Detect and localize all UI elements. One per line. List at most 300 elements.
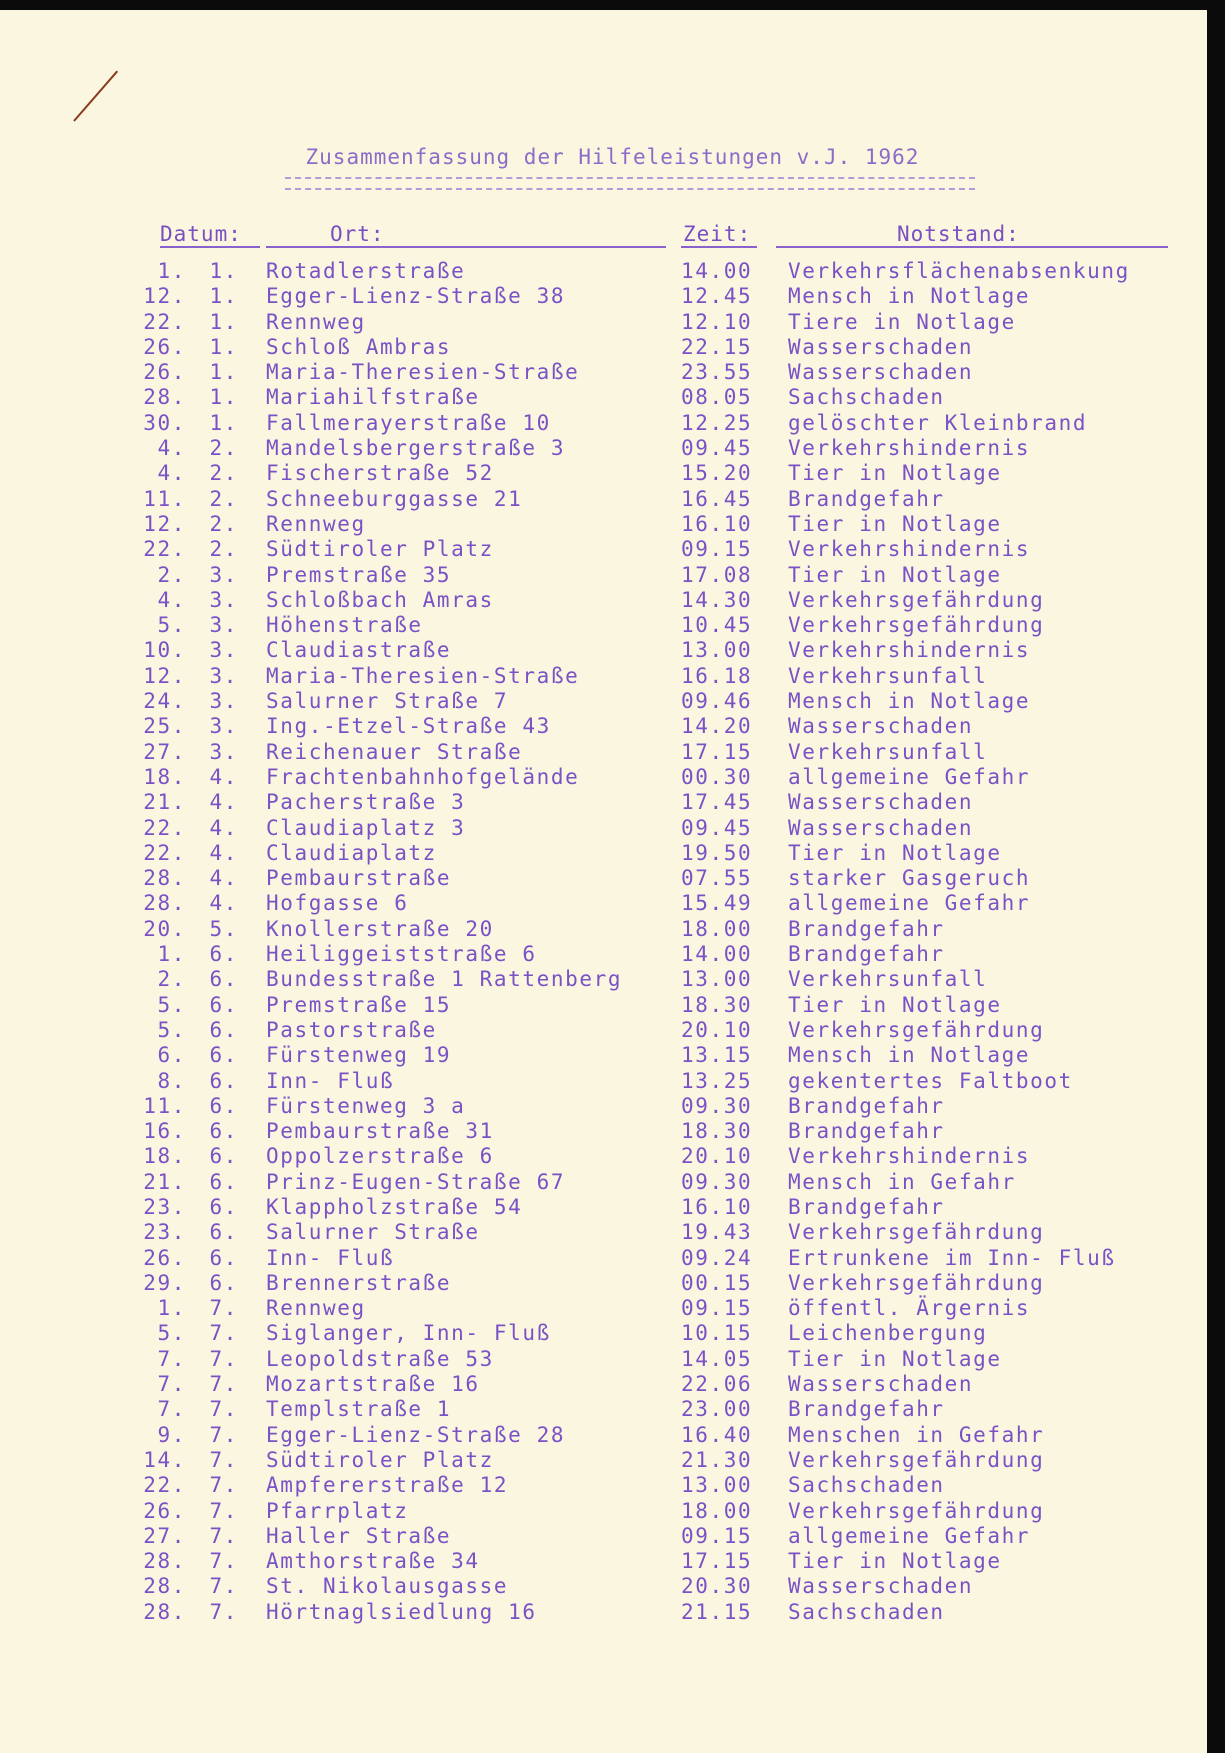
emergency-type: Tier in Notlage (788, 562, 1002, 587)
date-day: 26. (143, 360, 186, 385)
date-month: 7. (209, 1397, 238, 1422)
header-rule-datum (160, 246, 260, 248)
emergency-type: Mensch in Gefahr (788, 1169, 1016, 1194)
table-row (0, 1549, 1225, 1574)
table-row (0, 563, 1225, 588)
date-day: 23. (143, 1220, 186, 1245)
location: Rennweg (266, 1296, 366, 1321)
emergency-type: Brandgefahr (788, 486, 945, 511)
date-month: 6. (209, 942, 238, 967)
date-month: 1. (209, 259, 238, 283)
date-month: 6. (209, 992, 238, 1017)
emergency-type: Wasserschaden (788, 1574, 974, 1599)
location: Südtiroler Platz (266, 1447, 494, 1472)
time: 14.05 (681, 1346, 753, 1371)
date-day: 16. (143, 1119, 186, 1144)
table-row (0, 385, 1225, 410)
location: Bundesstraße 1 Rattenberg (266, 967, 623, 992)
emergency-type: Verkehrsflächenabsenkung (788, 259, 1130, 283)
time: 14.00 (681, 259, 753, 283)
time: 10.15 (681, 1321, 753, 1346)
location: Pfarrplatz (266, 1498, 409, 1523)
location: Amthorstraße 34 (266, 1549, 480, 1574)
table-row (0, 1574, 1225, 1599)
time: 21.15 (681, 1599, 753, 1624)
emergency-type: starker Gasgeruch (788, 866, 1031, 891)
time: 20.10 (681, 1017, 753, 1042)
table-row (0, 664, 1225, 689)
emergency-type: Sachschaden (788, 385, 945, 410)
emergency-type: Tier in Notlage (788, 1549, 1002, 1574)
date-day: 5. (157, 992, 186, 1017)
table-row (0, 360, 1225, 385)
pencil-mark (73, 71, 118, 122)
date-month: 1. (209, 410, 238, 435)
emergency-type: öffentl. Ärgernis (788, 1296, 1031, 1321)
emergency-type: Verkehrsgefährdung (788, 1270, 1045, 1295)
date-day: 24. (143, 689, 186, 714)
emergency-type: Brandgefahr (788, 942, 945, 967)
date-month: 3. (209, 689, 238, 714)
time: 12.45 (681, 284, 753, 309)
emergency-type: Tier in Notlage (788, 1346, 1002, 1371)
time: 09.15 (681, 1523, 753, 1548)
date-day: 4. (157, 587, 186, 612)
emergency-type: Verkehrshindernis (788, 1144, 1031, 1169)
date-day: 7. (157, 1372, 186, 1397)
location: Leopoldstraße 53 (266, 1346, 494, 1371)
emergency-type: Brandgefahr (788, 1119, 945, 1144)
time: 17.15 (681, 1549, 753, 1574)
location: Reichenauer Straße (266, 739, 523, 764)
time: 12.10 (681, 309, 753, 334)
time: 19.43 (681, 1220, 753, 1245)
table-row (0, 284, 1225, 309)
location: Inn- Fluß (266, 1245, 395, 1270)
table-row (0, 1094, 1225, 1119)
location: Klappholzstraße 54 (266, 1194, 523, 1219)
location: Schloßbach Amras (266, 587, 494, 612)
table-row (0, 1524, 1225, 1549)
header-zeit: Zeit: (683, 222, 752, 246)
title-underline (285, 177, 975, 190)
date-day: 26. (143, 1245, 186, 1270)
emergency-type: Verkehrshindernis (788, 537, 1031, 562)
date-month: 6. (209, 1068, 238, 1093)
location: Ing.-Etzel-Straße 43 (266, 714, 551, 739)
table-row (0, 411, 1225, 436)
date-month: 3. (209, 638, 238, 663)
time: 22.06 (681, 1372, 753, 1397)
date-day: 28. (143, 385, 186, 410)
table-row (0, 765, 1225, 790)
date-month: 6. (209, 967, 238, 992)
table-row (0, 1271, 1225, 1296)
date-day: 7. (157, 1397, 186, 1422)
time: 09.15 (681, 1296, 753, 1321)
table-row (0, 1144, 1225, 1169)
date-month: 3. (209, 613, 238, 638)
table-row (0, 335, 1225, 360)
table-row (0, 487, 1225, 512)
table-row (0, 993, 1225, 1018)
date-day: 6. (157, 1043, 186, 1068)
date-day: 12. (143, 284, 186, 309)
date-day: 23. (143, 1194, 186, 1219)
date-day: 12. (143, 511, 186, 536)
emergency-type: Verkehrsunfall (788, 967, 988, 992)
location: Premstraße 15 (266, 992, 452, 1017)
time: 18.00 (681, 1498, 753, 1523)
incident-list (0, 259, 1225, 1625)
date-day: 22. (143, 815, 186, 840)
date-month: 7. (209, 1523, 238, 1548)
date-month: 2. (209, 486, 238, 511)
table-row (0, 1423, 1225, 1448)
date-day: 7. (157, 1346, 186, 1371)
date-day: 12. (143, 663, 186, 688)
emergency-type: Mensch in Notlage (788, 1043, 1031, 1068)
table-row (0, 1246, 1225, 1271)
date-day: 28. (143, 891, 186, 916)
location: Heiliggeiststraße 6 (266, 942, 537, 967)
date-month: 2. (209, 436, 238, 461)
time: 09.46 (681, 689, 753, 714)
date-month: 3. (209, 739, 238, 764)
time: 09.15 (681, 537, 753, 562)
date-month: 7. (209, 1372, 238, 1397)
table-row (0, 740, 1225, 765)
emergency-type: Menschen in Gefahr (788, 1422, 1045, 1447)
location: Hofgasse 6 (266, 891, 409, 916)
table-row (0, 1069, 1225, 1094)
time: 17.15 (681, 739, 753, 764)
date-day: 26. (143, 334, 186, 359)
emergency-type: Tier in Notlage (788, 511, 1002, 536)
time: 15.20 (681, 461, 753, 486)
table-row (0, 613, 1225, 638)
time: 10.45 (681, 613, 753, 638)
table-row (0, 1195, 1225, 1220)
header-rule-ort (266, 246, 666, 248)
emergency-type: Verkehrshindernis (788, 436, 1031, 461)
time: 18.00 (681, 916, 753, 941)
location: Pacherstraße 3 (266, 790, 466, 815)
table-row (0, 714, 1225, 739)
date-month: 6. (209, 1093, 238, 1118)
date-month: 7. (209, 1599, 238, 1624)
location: Rennweg (266, 309, 366, 334)
date-day: 11. (143, 1093, 186, 1118)
table-row (0, 1448, 1225, 1473)
time: 16.40 (681, 1422, 753, 1447)
location: Maria-Theresien-Straße (266, 360, 580, 385)
location: Oppolzerstraße 6 (266, 1144, 494, 1169)
table-row (0, 1296, 1225, 1321)
date-day: 22. (143, 537, 186, 562)
date-month: 6. (209, 1194, 238, 1219)
table-row (0, 967, 1225, 992)
date-day: 22. (143, 309, 186, 334)
date-day: 1. (157, 259, 186, 283)
emergency-type: Wasserschaden (788, 1372, 974, 1397)
date-month: 7. (209, 1473, 238, 1498)
date-day: 28. (143, 1599, 186, 1624)
time: 19.50 (681, 840, 753, 865)
date-month: 4. (209, 840, 238, 865)
date-month: 2. (209, 537, 238, 562)
location: Templstraße 1 (266, 1397, 452, 1422)
date-month: 7. (209, 1346, 238, 1371)
date-month: 6. (209, 1144, 238, 1169)
document-title: Zusammenfassung der Hilfeleistungen v.J. 1962 (305, 145, 920, 169)
time: 09.45 (681, 815, 753, 840)
emergency-type: allgemeine Gefahr (788, 1523, 1031, 1548)
date-month: 4. (209, 866, 238, 891)
date-month: 3. (209, 562, 238, 587)
date-month: 1. (209, 309, 238, 334)
time: 13.00 (681, 967, 753, 992)
location: Prinz-Eugen-Straße 67 (266, 1169, 566, 1194)
header-rule-notstand (776, 246, 1168, 248)
date-day: 25. (143, 714, 186, 739)
location: Höhenstraße (266, 613, 423, 638)
emergency-type: Tiere in Notlage (788, 309, 1016, 334)
table-row (0, 1043, 1225, 1068)
location: Fallmerayerstraße 10 (266, 410, 551, 435)
date-month: 4. (209, 815, 238, 840)
time: 22.15 (681, 334, 753, 359)
date-month: 7. (209, 1447, 238, 1472)
table-row (0, 588, 1225, 613)
date-month: 3. (209, 587, 238, 612)
emergency-type: Verkehrsunfall (788, 663, 988, 688)
date-day: 8. (157, 1068, 186, 1093)
location: Schloß Ambras (266, 334, 452, 359)
time: 15.49 (681, 891, 753, 916)
location: Claudiastraße (266, 638, 452, 663)
location: Siglanger, Inn- Fluß (266, 1321, 551, 1346)
time: 09.24 (681, 1245, 753, 1270)
date-month: 7. (209, 1574, 238, 1599)
date-day: 18. (143, 764, 186, 789)
time: 16.10 (681, 511, 753, 536)
date-month: 6. (209, 1169, 238, 1194)
date-month: 1. (209, 334, 238, 359)
table-row (0, 512, 1225, 537)
emergency-type: Verkehrsgefährdung (788, 587, 1045, 612)
emergency-type: allgemeine Gefahr (788, 764, 1031, 789)
location: Egger-Lienz-Straße 28 (266, 1422, 566, 1447)
location: Salurner Straße 7 (266, 689, 509, 714)
date-day: 21. (143, 1169, 186, 1194)
date-month: 2. (209, 511, 238, 536)
date-month: 6. (209, 1043, 238, 1068)
location: Mozartstraße 16 (266, 1372, 480, 1397)
date-day: 22. (143, 840, 186, 865)
table-row (0, 1220, 1225, 1245)
date-month: 4. (209, 790, 238, 815)
date-month: 1. (209, 284, 238, 309)
emergency-type: Tier in Notlage (788, 992, 1002, 1017)
table-row (0, 816, 1225, 841)
location: Haller Straße (266, 1523, 452, 1548)
date-month: 2. (209, 461, 238, 486)
date-day: 9. (157, 1422, 186, 1447)
date-month: 3. (209, 663, 238, 688)
table-row (0, 1119, 1225, 1144)
time: 23.55 (681, 360, 753, 385)
time: 14.20 (681, 714, 753, 739)
time: 18.30 (681, 992, 753, 1017)
date-day: 5. (157, 613, 186, 638)
date-month: 4. (209, 764, 238, 789)
location: Inn- Fluß (266, 1068, 395, 1093)
emergency-type: Tier in Notlage (788, 840, 1002, 865)
time: 07.55 (681, 866, 753, 891)
time: 00.15 (681, 1270, 753, 1295)
emergency-type: Verkehrsgefährdung (788, 1017, 1045, 1042)
table-row (0, 1372, 1225, 1397)
location: Hörtnaglsiedlung 16 (266, 1599, 537, 1624)
emergency-type: Sachschaden (788, 1473, 945, 1498)
date-day: 28. (143, 1549, 186, 1574)
time: 09.30 (681, 1169, 753, 1194)
date-day: 10. (143, 638, 186, 663)
date-day: 20. (143, 916, 186, 941)
emergency-type: Verkehrsgefährdung (788, 1498, 1045, 1523)
emergency-type: Mensch in Notlage (788, 689, 1031, 714)
header-rule-zeit (681, 246, 757, 248)
location: Frachtenbahnhofgelände (266, 764, 580, 789)
emergency-type: Tier in Notlage (788, 461, 1002, 486)
date-day: 5. (157, 1321, 186, 1346)
time: 14.30 (681, 587, 753, 612)
table-row (0, 436, 1225, 461)
location: Pastorstraße (266, 1017, 437, 1042)
time: 17.08 (681, 562, 753, 587)
table-row (0, 841, 1225, 866)
location: Fürstenweg 3 a (266, 1093, 466, 1118)
time: 09.30 (681, 1093, 753, 1118)
time: 17.45 (681, 790, 753, 815)
table-row (0, 1473, 1225, 1498)
table-row (0, 638, 1225, 663)
date-day: 21. (143, 790, 186, 815)
emergency-type: gelöschter Kleinbrand (788, 410, 1088, 435)
location: Fürstenweg 19 (266, 1043, 452, 1068)
date-day: 14. (143, 1447, 186, 1472)
date-day: 29. (143, 1270, 186, 1295)
location: Mandelsbergerstraße 3 (266, 436, 566, 461)
date-month: 1. (209, 360, 238, 385)
time: 13.00 (681, 1473, 753, 1498)
emergency-type: Verkehrsgefährdung (788, 1220, 1045, 1245)
location: Pembaurstraße 31 (266, 1119, 494, 1144)
date-month: 7. (209, 1422, 238, 1447)
date-day: 2. (157, 967, 186, 992)
date-month: 1. (209, 385, 238, 410)
table-row (0, 790, 1225, 815)
time: 13.00 (681, 638, 753, 663)
emergency-type: allgemeine Gefahr (788, 891, 1031, 916)
table-row (0, 1347, 1225, 1372)
date-month: 6. (209, 1220, 238, 1245)
emergency-type: Wasserschaden (788, 714, 974, 739)
location: Ampfererstraße 12 (266, 1473, 509, 1498)
date-month: 6. (209, 1017, 238, 1042)
emergency-type: Leichenbergung (788, 1321, 988, 1346)
location: Claudiaplatz (266, 840, 437, 865)
table-row (0, 866, 1225, 891)
emergency-type: Brandgefahr (788, 1194, 945, 1219)
location: Fischerstraße 52 (266, 461, 494, 486)
location: Rennweg (266, 511, 366, 536)
date-month: 5. (209, 916, 238, 941)
date-day: 4. (157, 436, 186, 461)
date-month: 7. (209, 1296, 238, 1321)
date-day: 1. (157, 942, 186, 967)
location: Rotadlerstraße (266, 259, 466, 283)
time: 16.45 (681, 486, 753, 511)
table-row (0, 537, 1225, 562)
date-month: 7. (209, 1321, 238, 1346)
header-notstand: Notstand: (897, 222, 1020, 246)
date-month: 6. (209, 1270, 238, 1295)
location: Maria-Theresien-Straße (266, 663, 580, 688)
date-day: 22. (143, 1473, 186, 1498)
emergency-type: Sachschaden (788, 1599, 945, 1624)
time: 20.30 (681, 1574, 753, 1599)
emergency-type: Brandgefahr (788, 1397, 945, 1422)
time: 20.10 (681, 1144, 753, 1169)
emergency-type: Wasserschaden (788, 815, 974, 840)
location: Claudiaplatz 3 (266, 815, 466, 840)
date-month: 6. (209, 1245, 238, 1270)
location: Pembaurstraße (266, 866, 452, 891)
date-month: 7. (209, 1549, 238, 1574)
table-row (0, 891, 1225, 916)
time: 13.25 (681, 1068, 753, 1093)
table-row (0, 1600, 1225, 1625)
time: 21.30 (681, 1447, 753, 1472)
date-day: 11. (143, 486, 186, 511)
location: Schneeburggasse 21 (266, 486, 523, 511)
table-row (0, 942, 1225, 967)
location: St. Nikolausgasse (266, 1574, 509, 1599)
time: 09.45 (681, 436, 753, 461)
date-day: 4. (157, 461, 186, 486)
emergency-type: Wasserschaden (788, 790, 974, 815)
emergency-type: gekentertes Faltboot (788, 1068, 1073, 1093)
emergency-type: Verkehrsgefährdung (788, 1447, 1045, 1472)
time: 16.18 (681, 663, 753, 688)
date-month: 4. (209, 891, 238, 916)
location: Brennerstraße (266, 1270, 452, 1295)
date-month: 3. (209, 714, 238, 739)
table-row (0, 1170, 1225, 1195)
emergency-type: Verkehrsgefährdung (788, 613, 1045, 638)
date-day: 18. (143, 1144, 186, 1169)
time: 18.30 (681, 1119, 753, 1144)
emergency-type: Brandgefahr (788, 1093, 945, 1118)
emergency-type: Mensch in Notlage (788, 284, 1031, 309)
date-day: 5. (157, 1017, 186, 1042)
date-day: 27. (143, 1523, 186, 1548)
location: Egger-Lienz-Straße 38 (266, 284, 566, 309)
time: 16.10 (681, 1194, 753, 1219)
emergency-type: Verkehrshindernis (788, 638, 1031, 663)
